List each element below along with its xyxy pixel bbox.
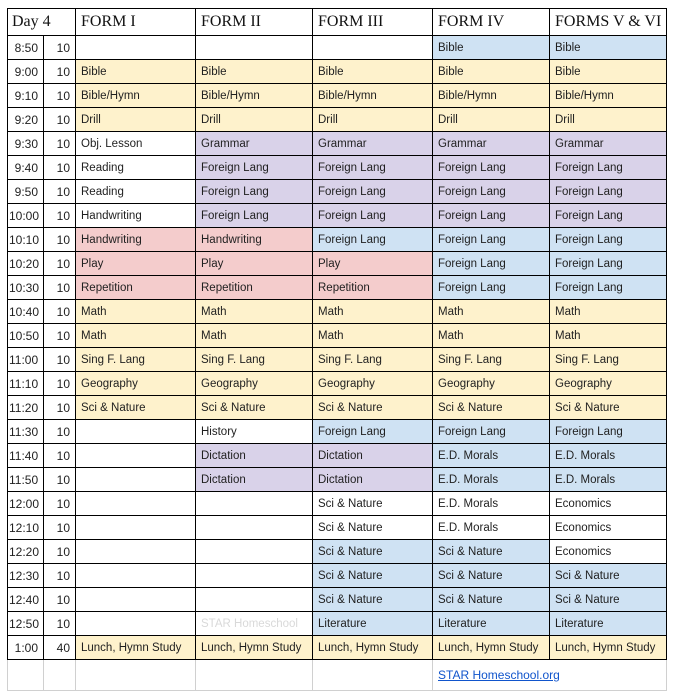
- footer-cell-forms5-6: [550, 660, 667, 691]
- duration-cell: 10: [44, 492, 76, 516]
- subject-cell: Sing F. Lang: [313, 348, 433, 372]
- time-cell: 9:50: [8, 180, 44, 204]
- time-cell: 11:40: [8, 444, 44, 468]
- subject-cell: Sing F. Lang: [76, 348, 196, 372]
- empty-cell: [196, 36, 313, 60]
- schedule-row-1040: [8, 300, 667, 324]
- empty-cell: [76, 36, 196, 60]
- subject-cell: Bible: [196, 60, 313, 84]
- subject-cell: Math: [313, 300, 433, 324]
- subject-cell: Foreign Lang: [313, 180, 433, 204]
- subject-cell: Math: [76, 324, 196, 348]
- duration-cell: 10: [44, 36, 76, 60]
- subject-cell: Foreign Lang: [433, 156, 550, 180]
- day-header: Day 4: [8, 9, 76, 36]
- subject-cell: Sing F. Lang: [433, 348, 550, 372]
- subject-cell: Play: [196, 252, 313, 276]
- subject-cell: Foreign Lang: [196, 204, 313, 228]
- subject-cell: Foreign Lang: [433, 228, 550, 252]
- time-cell: 11:10: [8, 372, 44, 396]
- schedule-row-1210: [8, 516, 667, 540]
- subject-cell: Foreign Lang: [550, 228, 667, 252]
- subject-cell: Bible/Hymn: [76, 84, 196, 108]
- subject-cell: Bible/Hymn: [196, 84, 313, 108]
- time-cell: 11:00: [8, 348, 44, 372]
- time-cell: 9:30: [8, 132, 44, 156]
- column-header-form-iv: FORM IV: [433, 9, 550, 36]
- schedule-row-850: [8, 36, 667, 60]
- subject-cell: Obj. Lesson: [76, 132, 196, 156]
- subject-cell: Foreign Lang: [433, 252, 550, 276]
- time-cell: 11:20: [8, 396, 44, 420]
- duration-cell: 10: [44, 180, 76, 204]
- subject-cell: Sing F. Lang: [550, 348, 667, 372]
- subject-cell: E.D. Morals: [433, 516, 550, 540]
- subject-cell: Economics: [550, 516, 667, 540]
- subject-cell: Bible/Hymn: [433, 84, 550, 108]
- subject-cell: Reading: [76, 180, 196, 204]
- time-cell: 10:20: [8, 252, 44, 276]
- duration-cell: 10: [44, 588, 76, 612]
- time-cell: 8:50: [8, 36, 44, 60]
- schedule-row-920: [8, 108, 667, 132]
- subject-cell: Sing F. Lang: [196, 348, 313, 372]
- empty-cell: [196, 516, 313, 540]
- subject-cell: Sci & Nature: [433, 588, 550, 612]
- subject-cell: Foreign Lang: [196, 156, 313, 180]
- subject-cell: Drill: [313, 108, 433, 132]
- duration-cell: 10: [44, 204, 76, 228]
- column-header-form-iii: FORM III: [313, 9, 433, 36]
- subject-cell: Geography: [313, 372, 433, 396]
- empty-cell: [76, 540, 196, 564]
- subject-cell: Bible: [550, 60, 667, 84]
- subject-cell: Handwriting: [196, 228, 313, 252]
- empty-cell: [76, 468, 196, 492]
- subject-cell: Sci & Nature: [76, 396, 196, 420]
- subject-cell: E.D. Morals: [433, 444, 550, 468]
- schedule-row-1200: [8, 492, 667, 516]
- subject-cell: Sci & Nature: [550, 564, 667, 588]
- subject-cell: E.D. Morals: [433, 492, 550, 516]
- subject-cell: Dictation: [313, 444, 433, 468]
- empty-cell: [76, 564, 196, 588]
- duration-cell: 10: [44, 372, 76, 396]
- subject-cell: Dictation: [196, 468, 313, 492]
- time-cell: 9:40: [8, 156, 44, 180]
- footer-row: [8, 660, 667, 691]
- subject-cell: Foreign Lang: [550, 156, 667, 180]
- subject-cell: Lunch, Hymn Study: [433, 636, 550, 660]
- footer-cell-form3: [313, 660, 433, 691]
- empty-cell: [196, 564, 313, 588]
- timetable: [7, 8, 667, 691]
- schedule-row-100: [8, 636, 667, 660]
- subject-cell: Sci & Nature: [313, 564, 433, 588]
- time-cell: 9:20: [8, 108, 44, 132]
- subject-cell: Bible/Hymn: [313, 84, 433, 108]
- subject-cell: Foreign Lang: [313, 228, 433, 252]
- subject-cell: Play: [76, 252, 196, 276]
- schedule-row-940: [8, 156, 667, 180]
- duration-cell: 10: [44, 300, 76, 324]
- duration-cell: 10: [44, 324, 76, 348]
- empty-cell: [76, 612, 196, 636]
- subject-cell: Foreign Lang: [313, 420, 433, 444]
- schedule-row-1030: [8, 276, 667, 300]
- time-cell: 10:30: [8, 276, 44, 300]
- subject-cell: Math: [196, 300, 313, 324]
- star-homeschool-link[interactable]: STAR Homeschool.org: [438, 668, 560, 682]
- subject-cell: Geography: [76, 372, 196, 396]
- subject-cell: Drill: [196, 108, 313, 132]
- subject-cell: Math: [196, 324, 313, 348]
- subject-cell: Geography: [550, 372, 667, 396]
- time-cell: 12:30: [8, 564, 44, 588]
- schedule-row-1240: [8, 588, 667, 612]
- subject-cell: Lunch, Hymn Study: [196, 636, 313, 660]
- duration-cell: 10: [44, 84, 76, 108]
- duration-cell: 10: [44, 252, 76, 276]
- subject-cell: Drill: [76, 108, 196, 132]
- subject-cell: Foreign Lang: [433, 276, 550, 300]
- subject-cell: Foreign Lang: [550, 276, 667, 300]
- subject-cell: Foreign Lang: [313, 156, 433, 180]
- subject-cell: Foreign Lang: [433, 204, 550, 228]
- time-cell: 9:10: [8, 84, 44, 108]
- footer-link-cell: [433, 660, 560, 691]
- subject-cell: Foreign Lang: [550, 180, 667, 204]
- subject-cell: Foreign Lang: [313, 204, 433, 228]
- time-cell: 12:20: [8, 540, 44, 564]
- duration-cell: 10: [44, 564, 76, 588]
- subject-cell: Repetition: [196, 276, 313, 300]
- time-cell: 12:40: [8, 588, 44, 612]
- subject-cell: Bible: [313, 60, 433, 84]
- header-row: [8, 9, 667, 36]
- time-cell: 1:00: [8, 636, 44, 660]
- subject-cell: Sci & Nature: [313, 492, 433, 516]
- subject-cell: Foreign Lang: [550, 420, 667, 444]
- subject-cell: Foreign Lang: [433, 180, 550, 204]
- schedule-row-1250: [8, 612, 667, 636]
- subject-cell: Repetition: [313, 276, 433, 300]
- subject-cell: Literature: [433, 612, 550, 636]
- schedule-row-1120: [8, 396, 667, 420]
- empty-cell: [76, 588, 196, 612]
- subject-cell: Handwriting: [76, 204, 196, 228]
- duration-cell: 10: [44, 108, 76, 132]
- footer-cell-form1: [76, 660, 196, 691]
- duration-cell: 10: [44, 516, 76, 540]
- time-cell: 12:10: [8, 516, 44, 540]
- subject-cell: Foreign Lang: [196, 180, 313, 204]
- subject-cell: E.D. Morals: [433, 468, 550, 492]
- subject-cell: Sci & Nature: [550, 396, 667, 420]
- subject-cell: Repetition: [76, 276, 196, 300]
- subject-cell: Grammar: [550, 132, 667, 156]
- subject-cell: Math: [433, 300, 550, 324]
- subject-cell: Bible: [433, 36, 550, 60]
- empty-cell: [76, 516, 196, 540]
- time-cell: 10:50: [8, 324, 44, 348]
- subject-cell: Grammar: [433, 132, 550, 156]
- schedule-row-1110: [8, 372, 667, 396]
- empty-cell: [76, 444, 196, 468]
- subject-cell: Lunch, Hymn Study: [76, 636, 196, 660]
- time-cell: 12:00: [8, 492, 44, 516]
- subject-cell: Literature: [313, 612, 433, 636]
- subject-cell: Bible/Hymn: [550, 84, 667, 108]
- schedule-row-1220: [8, 540, 667, 564]
- schedule-row-1010: [8, 228, 667, 252]
- empty-cell: [76, 420, 196, 444]
- subject-cell: Sci & Nature: [550, 588, 667, 612]
- subject-cell: History: [196, 420, 313, 444]
- subject-cell: Reading: [76, 156, 196, 180]
- time-cell: 11:50: [8, 468, 44, 492]
- subject-cell: Math: [550, 324, 667, 348]
- subject-cell: Grammar: [196, 132, 313, 156]
- empty-cell: [196, 588, 313, 612]
- subject-cell: Lunch, Hymn Study: [313, 636, 433, 660]
- duration-cell: 10: [44, 348, 76, 372]
- column-header-forms-v-vi: FORMS V & VI: [550, 9, 667, 36]
- schedule-row-910: [8, 84, 667, 108]
- footer-cell-form2: [196, 660, 313, 691]
- empty-cell: [196, 540, 313, 564]
- subject-cell: Dictation: [313, 468, 433, 492]
- schedule-row-930: [8, 132, 667, 156]
- time-cell: 12:50: [8, 612, 44, 636]
- schedule-row-1100: [8, 348, 667, 372]
- subject-cell: Bible: [76, 60, 196, 84]
- schedule-row-1020: [8, 252, 667, 276]
- subject-cell: Bible: [433, 60, 550, 84]
- subject-cell: E.D. Morals: [550, 444, 667, 468]
- schedule-row-1130: [8, 420, 667, 444]
- schedule-row-1050: [8, 324, 667, 348]
- duration-cell: 10: [44, 396, 76, 420]
- column-header-form-ii: FORM II: [196, 9, 313, 36]
- subject-cell: Sci & Nature: [433, 396, 550, 420]
- subject-cell: Dictation: [196, 444, 313, 468]
- subject-cell: Handwriting: [76, 228, 196, 252]
- subject-cell: Grammar: [313, 132, 433, 156]
- duration-cell: 10: [44, 228, 76, 252]
- schedule-row-1000: [8, 204, 667, 228]
- time-cell: 10:00: [8, 204, 44, 228]
- empty-cell: [313, 36, 433, 60]
- time-cell: 9:00: [8, 60, 44, 84]
- subject-cell: Economics: [550, 492, 667, 516]
- subject-cell: Sci & Nature: [313, 396, 433, 420]
- subject-cell: Sci & Nature: [313, 588, 433, 612]
- subject-cell: Lunch, Hymn Study: [550, 636, 667, 660]
- duration-cell: 10: [44, 60, 76, 84]
- subject-cell: Drill: [550, 108, 667, 132]
- schedule-row-1230: [8, 564, 667, 588]
- schedule-row-1150: [8, 468, 667, 492]
- footer-cell-duration: [44, 660, 76, 691]
- time-cell: 11:30: [8, 420, 44, 444]
- subject-cell: Geography: [196, 372, 313, 396]
- subject-cell: Foreign Lang: [550, 252, 667, 276]
- subject-cell: Geography: [433, 372, 550, 396]
- duration-cell: 10: [44, 612, 76, 636]
- duration-cell: 10: [44, 444, 76, 468]
- subject-cell: Bible: [550, 36, 667, 60]
- subject-cell: Sci & Nature: [196, 396, 313, 420]
- subject-cell: Sci & Nature: [433, 564, 550, 588]
- schedule-body: [8, 36, 667, 660]
- subject-cell: Sci & Nature: [313, 540, 433, 564]
- duration-cell: 10: [44, 156, 76, 180]
- schedule-row-1140: [8, 444, 667, 468]
- schedule-row-950: [8, 180, 667, 204]
- duration-cell: 10: [44, 276, 76, 300]
- subject-cell: Play: [313, 252, 433, 276]
- subject-cell: Drill: [433, 108, 550, 132]
- empty-cell: [76, 492, 196, 516]
- duration-cell: 10: [44, 540, 76, 564]
- subject-cell: E.D. Morals: [550, 468, 667, 492]
- subject-cell: Foreign Lang: [433, 420, 550, 444]
- watermark-cell: STAR Homeschool: [196, 612, 313, 636]
- duration-cell: 10: [44, 468, 76, 492]
- column-header-form-i: FORM I: [76, 9, 196, 36]
- subject-cell: Math: [433, 324, 550, 348]
- subject-cell: Economics: [550, 540, 667, 564]
- subject-cell: Math: [313, 324, 433, 348]
- subject-cell: Sci & Nature: [313, 516, 433, 540]
- duration-cell: 40: [44, 636, 76, 660]
- duration-cell: 10: [44, 420, 76, 444]
- subject-cell: Foreign Lang: [550, 204, 667, 228]
- footer-cell-time: [8, 660, 44, 691]
- subject-cell: Sci & Nature: [433, 540, 550, 564]
- time-cell: 10:10: [8, 228, 44, 252]
- subject-cell: Math: [550, 300, 667, 324]
- duration-cell: 10: [44, 132, 76, 156]
- empty-cell: [196, 492, 313, 516]
- schedule-row-900: [8, 60, 667, 84]
- subject-cell: Math: [76, 300, 196, 324]
- subject-cell: Literature: [550, 612, 667, 636]
- time-cell: 10:40: [8, 300, 44, 324]
